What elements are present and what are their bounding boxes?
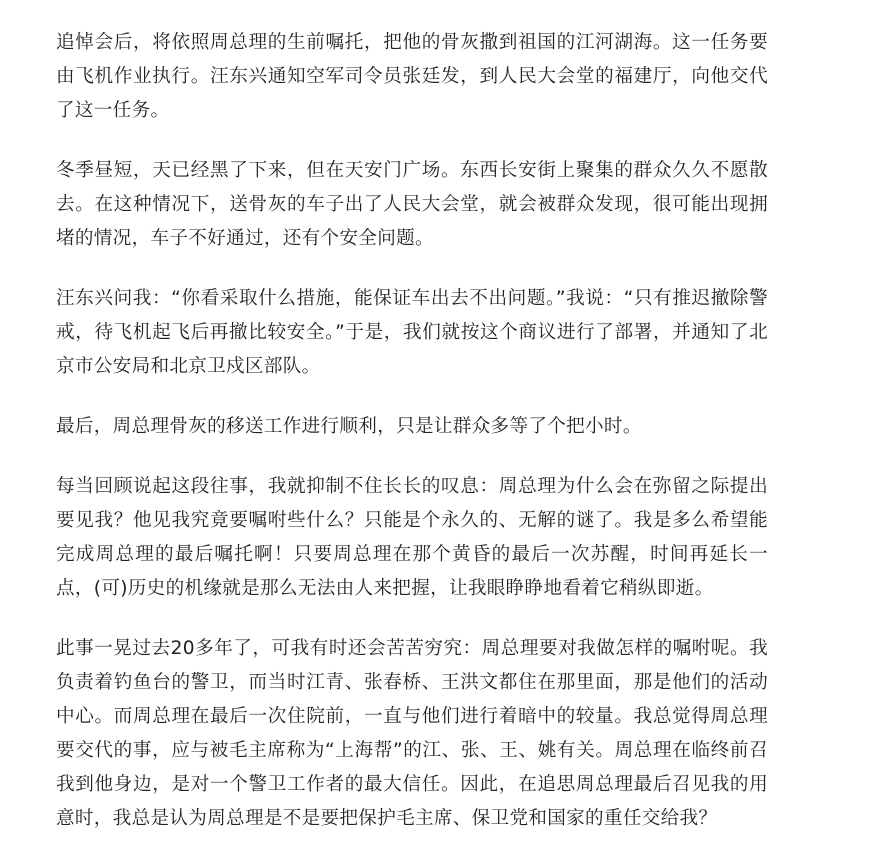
paragraph-reflection: 每当回顾说起这段往事，我就抑制不住长长的叹息：周总理为什么会在弥留之际提出要见我？他见我究竟要嘱咐些什么？只能是个永久的、无解的谜了。我是多么希望能完成周总理的最后嘱托啊！只要周总理在那个黄昏的最后一次苏醒，时间再延长一点，(可)历史的机缘就是那么无法由人来把握，让我眼睁睁地看着它稍纵即逝。 (56, 476, 768, 599)
paragraph-security-measures: 汪东兴问我：“你看采取什么措施，能保证车出去不出问题。”我说：“只有推迟撤除警戒，待飞机起飞后再撤比较安全。”于是，我们就按这个商议进行了部署，并通知了北京市公安局和北京卫戍区部队。 (56, 288, 768, 377)
paragraph-ash-scattering-task: 追悼会后，将依照周总理的生前嘱托，把他的骨灰撒到祖国的江河湖海。这一任务要由飞机作业执行。汪东兴通知空军司令员张廷发，到人民大会堂的福建厅，向他交代了这一任务。 (56, 32, 768, 121)
paragraph-twenty-years-later: 此事一晃过去20多年了，可我有时还会苦苦穷究：周总理要对我做怎样的嘱咐呢。我负责着钓鱼台的警卫，而当时江青、张春桥、王洪文都住在那里面，那是他们的活动中心。而周总理在最后一次住院前，一直与他们进行着暗中的较量。我总觉得周总理要交代的事，应与被毛主席称为“上海帮”的江、张、王、姚有关。周总理在临终前召我到他身边，是对一个警卫工作者的最大信任。因此，在追思周总理最后召见我的用意时，我总是认为周总理是不是要把保护毛主席、保卫党和国家的重任交给我？ (56, 638, 768, 829)
paragraph-crowd-situation: 冬季昼短，天已经黑了下来，但在天安门广场。东西长安街上聚集的群众久久不愿散去。在这种情况下，送骨灰的车子出了人民大会堂，就会被群众发现，很可能出现拥堵的情况，车子不好通过，还有个安全问题。 (56, 160, 768, 249)
paragraph-transfer-completed: 最后，周总理骨灰的移送工作进行顺利，只是让群众多等了个把小时。 (56, 416, 642, 437)
article-body (56, 26, 768, 862)
